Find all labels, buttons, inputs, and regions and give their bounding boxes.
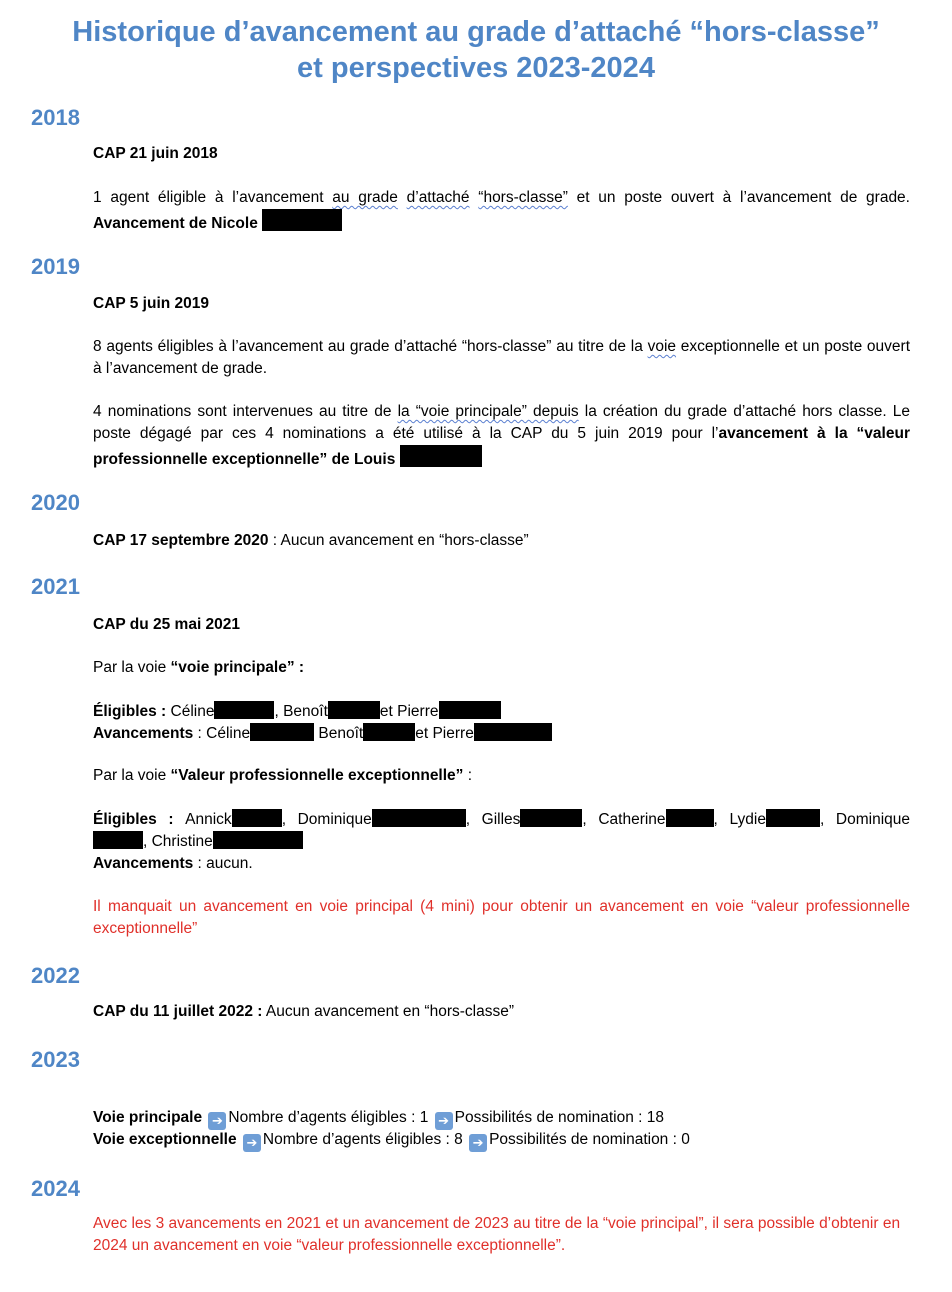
year-heading-2019: 2019 (31, 254, 80, 279)
year-heading-2023: 2023 (31, 1047, 80, 1072)
right-arrow-icon: ➔ (469, 1134, 487, 1152)
voie-exceptionnelle-2023: Voie exceptionnelle ➔ Nombre d’agents éligibles : 8 ➔ Possibilités de nomination : 0 (93, 1131, 690, 1150)
paragraph-2019-1: 8 agents éligibles à l’avancement au grade d’attaché “hors-classe” au titre de la voie exceptionnelle et un poste ouvert à l’avancement de grade. (93, 338, 911, 377)
paragraph-2018: 1 agent éligible à l’avancement au grade d’attaché “hors-classe” et un poste ouvert à l’avancement de grade. Avancement de Nicole (93, 189, 910, 232)
cap-2022: CAP du 11 juillet 2022 : Aucun avancement en “hors-classe” (93, 1003, 514, 1020)
note-2021: Il manquait un avancement en voie principal (4 mini) pour obtenir un avancement en voie “valeur professionnelle exceptionnelle” (93, 898, 910, 937)
paragraph-2019-2: 4 nominations sont intervenues au titre de la “voie principale” depuis la création du grade d’attaché hors classe. Le poste dégagé par ces 4 nominations a été utilisé à la CAP du 5 juin 2019 pour l’avancement à la “valeur professionnelle exceptionnelle” de Louis (93, 403, 910, 468)
avancements-voie-exceptionnelle: Avancements : aucun. (93, 855, 253, 872)
voie-exceptionnelle-label: Par la voie “Valeur professionnelle exceptionnelle” : (93, 767, 473, 784)
title-line-1: Historique d’avancement au grade d’attaché “hors-classe” (72, 16, 880, 48)
right-arrow-icon: ➔ (435, 1112, 453, 1130)
avancements-voie-principale: Avancements : Céline Benoît et Pierre (93, 723, 910, 745)
year-heading-2024: 2024 (31, 1176, 80, 1201)
document-title (20, 14, 932, 86)
year-heading-2020: 2020 (31, 490, 80, 515)
year-heading-2022: 2022 (31, 963, 80, 988)
redaction-block (400, 445, 482, 467)
cap-2021: CAP du 25 mai 2021 (93, 616, 241, 633)
voie-principale-label: Par la voie “voie principale” : (93, 659, 305, 676)
note-2024: Avec les 3 avancements en 2021 et un avancement de 2023 au titre de la “voie principal”, il sera possible d’obtenir en 2024 un avancement en voie “valeur professionnelle exceptionnelle”. (93, 1215, 901, 1254)
cap-2019: CAP 5 juin 2019 (93, 295, 210, 312)
voie-principale-2023: Voie principale ➔ Nombre d’agents éligibles : 1 ➔ Possibilités de nomination : 18 (93, 1109, 664, 1128)
cap-2020: CAP 17 septembre 2020 : Aucun avancement en “hors-classe” (93, 532, 529, 549)
eligibles-voie-exceptionnelle: Éligibles : Annick , Dominique , Gilles , Catherine , Lydie , Dominique , Christine (93, 811, 910, 850)
redaction-block (262, 209, 342, 231)
cap-2018: CAP 21 juin 2018 (93, 145, 218, 162)
right-arrow-icon: ➔ (208, 1112, 226, 1130)
eligibles-voie-principale: Éligibles : Céline , Benoît et Pierre (93, 701, 910, 723)
title-line-2: et perspectives 2023-2024 (297, 52, 655, 84)
year-heading-2018: 2018 (31, 105, 80, 130)
right-arrow-icon: ➔ (243, 1134, 261, 1152)
year-heading-2021: 2021 (31, 574, 80, 599)
